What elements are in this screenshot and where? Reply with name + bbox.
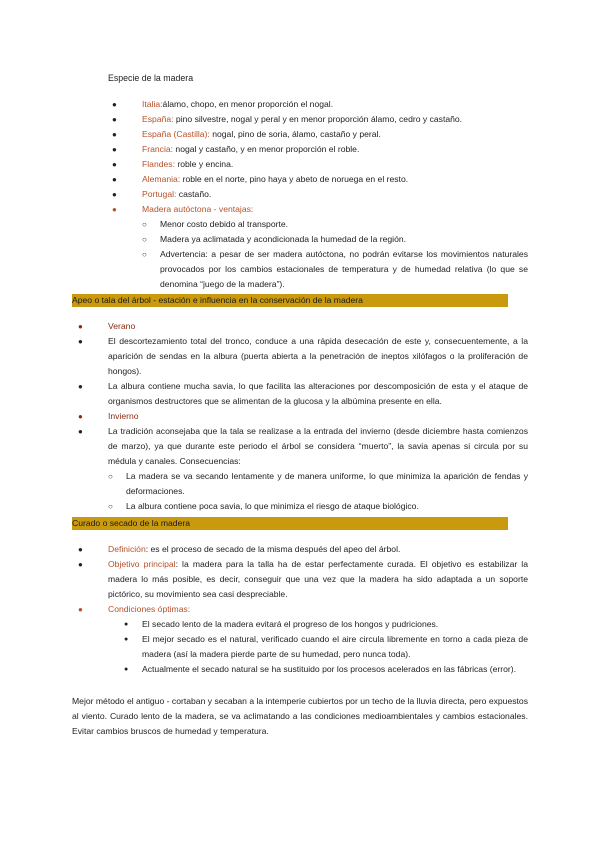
list-item <box>74 319 528 334</box>
invierno-label: Invierno <box>108 411 139 421</box>
list-item <box>108 157 528 172</box>
country-label: Italia: <box>142 99 163 109</box>
bullet-icon: ● <box>112 100 117 109</box>
circle-bullet-icon: ○ <box>108 502 113 511</box>
sublist-text: El secado lento de la madera evitará el progreso de los hongos y pudriciones. <box>142 619 439 629</box>
country-text: roble en el norte, pino haya y abeto de noruega en el resto. <box>180 174 409 184</box>
circle-bullet-icon: ○ <box>142 220 147 229</box>
bullet-icon: ● <box>112 145 117 154</box>
bullet-icon: ● <box>78 427 83 436</box>
list-item <box>108 112 528 127</box>
definicion-text: : es el proceso de secado de la misma después del apeo del árbol. <box>145 544 401 554</box>
sublist-text: Menor costo debido al transporte. <box>160 219 289 229</box>
bullet-icon: ● <box>124 636 129 643</box>
sublist-item <box>142 247 528 292</box>
country-text: roble y encina. <box>174 159 234 169</box>
list-item <box>74 424 528 514</box>
sublist-text: Madera ya aclimatada y acondicionada la humedad de la región. <box>160 234 407 244</box>
verano-label: Verano <box>108 321 136 331</box>
sublist-item <box>142 232 528 247</box>
country-label: Alemania: <box>142 174 181 184</box>
sublist-text: Actualmente el secado natural se ha sustituido por los procesos acelerados en las fábricas (error). <box>142 664 517 674</box>
section-heading-apeo: Apeo o tala del árbol - estación e influencia en la conservación de la madera <box>72 294 508 307</box>
bullet-icon: ● <box>112 190 117 199</box>
circle-bullet-icon: ○ <box>142 235 147 244</box>
invierno-sublist <box>108 469 528 514</box>
list-item <box>108 97 528 112</box>
bullet-icon: ● <box>78 605 83 614</box>
list-text: La albura contiene mucha savia, lo que facilita las alteraciones por descomposición de esta y el ataque de organismos destructores que se alimentan de la glucosa y la albúmina presente en ella. <box>108 381 528 406</box>
objetivo-label: Objetivo principal <box>108 559 176 569</box>
sublist-text: La albura contiene poca savia, lo que minimiza el riesgo de ataque biológico. <box>126 501 419 511</box>
condiciones-sublist <box>108 617 528 677</box>
sublist-text: Advertencia: a pesar de ser madera autóctona, no podrán evitarse los movimientos naturales provocados por los cambios estacionales de temperatura y de humedad relativa (lo que se denomina “juego de la madera”). <box>160 249 528 289</box>
autoctona-label: Madera autóctona - ventajas: <box>142 204 254 214</box>
bullet-icon: ● <box>78 545 83 554</box>
list-item <box>74 602 528 677</box>
list-item <box>74 542 528 557</box>
bullet-icon: ● <box>112 130 117 139</box>
country-text: nogal, pino de soria, álamo, castaño y peral. <box>209 129 381 139</box>
country-label: España: <box>142 114 174 124</box>
bullet-icon: ● <box>124 621 129 628</box>
list-item <box>74 379 528 409</box>
bullet-icon: ● <box>78 322 83 331</box>
sublist-item <box>124 632 528 662</box>
list-item <box>74 557 528 602</box>
section-apeo-body <box>74 319 528 514</box>
sublist-item <box>142 217 528 232</box>
list-item <box>108 142 528 157</box>
species-list <box>108 97 528 292</box>
condiciones-label: Condiciones óptimas: <box>108 604 191 614</box>
list-item <box>108 172 528 187</box>
bullet-icon: ● <box>112 160 117 169</box>
country-text: álamo, chopo, en menor proporción el nogal. <box>162 99 334 109</box>
bullet-icon: ● <box>112 115 117 124</box>
closing-paragraph: Mejor método el antiguo - cortaban y secaban a la intemperie cubiertos por un techo de la lluvia directa, pero expuestos al viento. Curado lento de la madera, se va aclimatando a las condiciones medioambientales y cambios estacionales. Evitar cambios bruscos de humedad y temperatura. <box>72 696 528 736</box>
list-text: La tradición aconsejaba que la tala se realizase a la entrada del invierno (desde diciembre hasta comienzos de marzo), ya que durante este periodo el árbol se considera “muerto”, la savia apenas si circula por su médula y canales. Consecuencias: <box>108 426 528 466</box>
sublist-item <box>108 469 528 499</box>
bullet-icon: ● <box>112 175 117 184</box>
list-item <box>74 334 528 379</box>
bullet-icon: ● <box>78 337 83 346</box>
country-text: castaño. <box>176 189 212 199</box>
country-text: pino silvestre, nogal y peral y en menor proporción álamo, cedro y castaño. <box>173 114 463 124</box>
sublist-item <box>124 662 528 677</box>
objetivo-text: : la madera para la talla ha de estar perfectamente curada. El objetivo es estabilizar la madera lo más posible, es decir, conseguir que una vez que la madera ha sido adaptada a un soporte pictórico, su movimiento sea casi despreciable. <box>108 559 528 599</box>
list-item <box>108 127 528 142</box>
autoctona-sublist <box>142 217 528 292</box>
list-text: El descortezamiento total del tronco, conduce a una rápida desecación de este y, consecuentemente, a la aparición de sendas en la albura (puerta abierta a la penetración de ineptos xilófagos o la proliferación de hongos). <box>108 336 528 376</box>
list-item <box>108 187 528 202</box>
country-label: Francia: <box>142 144 174 154</box>
bullet-icon: ● <box>78 382 83 391</box>
list-item <box>74 409 528 424</box>
bullet-icon: ● <box>78 560 83 569</box>
country-text: nogal y castaño, y en menor proporción el roble. <box>173 144 360 154</box>
definicion-label: Definición <box>108 544 146 554</box>
section-curado-body <box>74 542 528 677</box>
circle-bullet-icon: ○ <box>142 250 147 259</box>
country-label: España (Castilla): <box>142 129 210 139</box>
list-item <box>108 202 528 292</box>
bullet-icon: ● <box>78 412 83 421</box>
country-label: Flandes: <box>142 159 175 169</box>
circle-bullet-icon: ○ <box>108 472 113 481</box>
sublist-item <box>124 617 528 632</box>
sublist-text: El mejor secado es el natural, verificado cuando el aire circula libremente en torno a cada pieza de madera (así la madera pierde parte de su humedad, pero nunca toda). <box>142 634 528 659</box>
country-label: Portugal: <box>142 189 177 199</box>
page-title: Especie de la madera <box>108 73 194 83</box>
bullet-icon: ● <box>124 666 129 673</box>
bullet-icon: ● <box>112 205 117 214</box>
sublist-item <box>108 499 528 514</box>
section-heading-curado: Curado o secado de la madera <box>72 517 508 530</box>
sublist-text: La madera se va secando lentamente y de manera uniforme, lo que minimiza la aparición de fendas y deformaciones. <box>126 471 528 496</box>
